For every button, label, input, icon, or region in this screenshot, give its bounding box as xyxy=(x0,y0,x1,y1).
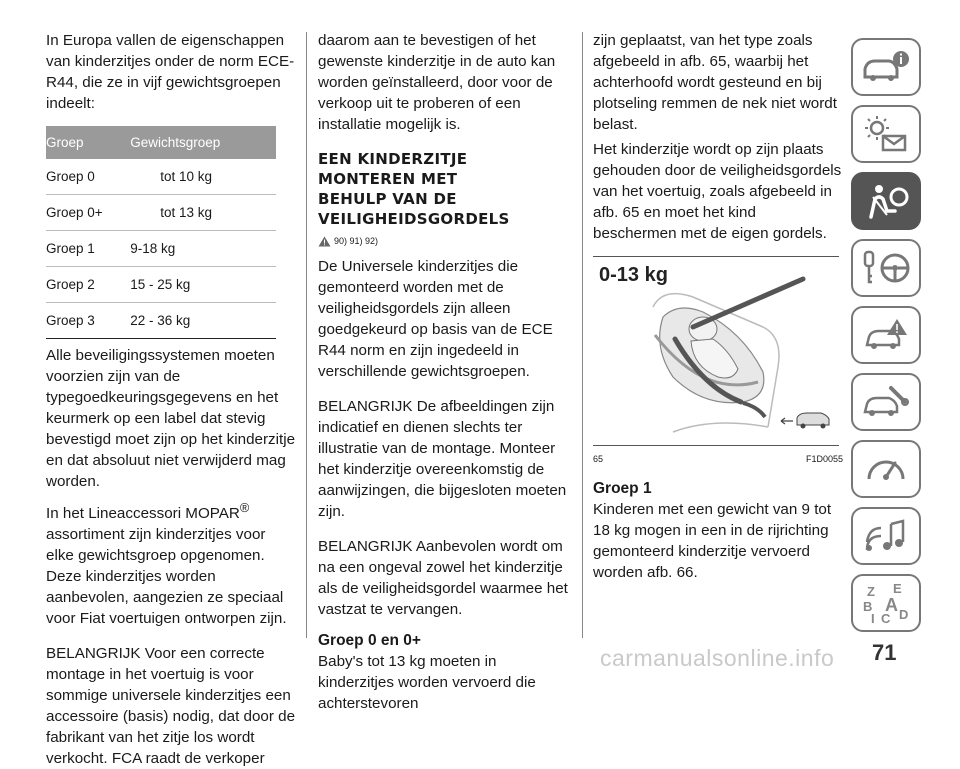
section-title-line: BEHULP VAN DE xyxy=(318,190,457,208)
tab-emergency[interactable] xyxy=(851,306,921,364)
table-cell: 15 - 25 kg xyxy=(130,267,276,303)
tab-dashboard-lights[interactable] xyxy=(851,105,921,163)
tab-technical-data[interactable] xyxy=(851,440,921,498)
important-note: BELANGRIJK Voor een correcte montage in het voertuig is voor sommige universele kinderzitjes een accessoire (basis) nodig, dat door de fabrikant van het zitje los wordt verkocht. FCA raadt de verkoper xyxy=(46,645,296,768)
table-cell: Groep 0 xyxy=(46,159,130,195)
svg-text:Z: Z xyxy=(867,584,875,599)
tab-maintenance[interactable] xyxy=(851,373,921,431)
subheading-groep-1: Groep 1 xyxy=(593,480,652,497)
index-letters-icon xyxy=(859,581,913,625)
airbag-safety-icon xyxy=(861,181,911,221)
gauge-icon xyxy=(861,449,911,489)
figure-weight-label: 0-13 kg xyxy=(599,264,668,286)
paragraph: daarom aan te bevestigen of het gewenste kinderzitje in de auto kan worden geïnstalleerd, door voor de verkoop uit te proberen of een installatie mogelijk is. xyxy=(318,32,556,133)
column-middle xyxy=(318,30,573,714)
multimedia-icon xyxy=(861,516,911,556)
paragraph: Het kinderzitje wordt op zijn plaats gehouden door de veiligheidsgordels van het voertuig, zoals afgebeeld in afb. 65 en moet het kind beschermen met de eigen gordels. xyxy=(593,141,842,242)
table-row xyxy=(46,195,276,231)
paragraph-text: In het Lineaccessori MOPAR xyxy=(46,505,240,523)
chapter-tabs xyxy=(851,38,921,641)
tab-index[interactable] xyxy=(851,574,921,632)
table-cell: tot 10 kg xyxy=(130,159,276,195)
registered-mark: ® xyxy=(239,501,250,515)
table-cell: Groep 2 xyxy=(46,267,130,303)
svg-text:B: B xyxy=(863,599,873,614)
wrench-car-icon xyxy=(861,382,911,422)
table-cell: 9-18 kg xyxy=(130,231,276,267)
paragraph: Alle beveiligingssystemen moeten voorzien zijn van de typegoedkeuringsgegevens en het keurmerk op een label dat stevig bevestigd moet zijn op het kinderzitje en dat absoluut niet verwijderd mag worden. xyxy=(46,347,296,490)
warning-references xyxy=(318,231,573,252)
key-steering-icon xyxy=(859,248,913,288)
figure-65 xyxy=(593,256,839,446)
table-row xyxy=(46,159,276,195)
paragraph: De Universele kinderzitjes die gemonteerd worden met de veiligheidsgordels zijn alleen goedgekeurd op basis van de ECE R44 norm en zijn ingedeeld in verschillende gewichtsgroepen. xyxy=(318,258,553,380)
column-left xyxy=(46,30,296,769)
table-row xyxy=(46,303,276,339)
important-note: BELANGRIJK De afbeeldingen zijn indicatief en dienen slechts ter illustratie van de montage. Monteer het kinderzitje overeenkomstig de aanwijzingen, die bijgesloten moeten zijn. xyxy=(318,398,567,520)
column-divider xyxy=(306,32,307,638)
table-row xyxy=(46,231,276,267)
intro-text: In Europa vallen de eigenschappen van kinderzitjes onder de norm ECE-R44, die ze in vijf gewichtsgroepen indeelt: xyxy=(46,32,295,112)
car-info-icon xyxy=(861,49,911,85)
svg-text:A: A xyxy=(885,595,898,615)
figure-caption xyxy=(593,449,843,470)
table-row xyxy=(46,267,276,303)
svg-text:D: D xyxy=(899,607,909,622)
table-cell: Groep 1 xyxy=(46,231,130,267)
svg-text:E: E xyxy=(893,581,902,596)
table-header-gewichtsgroep: Gewichtsgroep xyxy=(130,126,276,159)
watermark: carmanualsonline.info xyxy=(600,645,835,671)
page-number: 71 xyxy=(872,640,897,665)
paragraph: zijn geplaatst, van het type zoals afgebeeld in afb. 65, waarbij het achterhoofd wordt gesteund en bij plotseling remmen de nek niet wordt belast. xyxy=(593,32,837,133)
paragraph xyxy=(46,498,296,629)
table-cell: Groep 0+ xyxy=(46,195,130,231)
figure-number: 65 xyxy=(593,454,604,464)
svg-text:C: C xyxy=(881,611,891,625)
column-divider xyxy=(582,32,583,638)
tab-multimedia[interactable] xyxy=(851,507,921,565)
tab-safety[interactable] xyxy=(851,172,921,230)
warning-ref-text: 90) 91) 92) xyxy=(334,236,379,246)
warning-triangle-icon xyxy=(861,315,911,355)
svg-text:I: I xyxy=(871,611,875,625)
section-title-line: MONTEREN MET xyxy=(318,170,458,188)
important-note: BELANGRIJK Aanbevolen wordt om na een ongeval zowel het kinderzitje als de veiligheidsgordel waarmee het vastzat te vervangen. xyxy=(318,538,568,618)
section-title-line: EEN KINDERZITJE xyxy=(318,150,468,168)
section-title-line: VEILIGHEIDSGORDELS xyxy=(318,210,510,228)
table-header-groep: Groep xyxy=(46,126,130,159)
paragraph-text: assortiment zijn kinderzitjes voor elke gewichtsgroep opgenomen. Deze kinderzitjes worden aanbevolen, aangezien ze speciaal voor Fiat voertuigen ontworpen zijn. xyxy=(46,526,287,628)
table-cell: 22 - 36 kg xyxy=(130,303,276,339)
column-right xyxy=(593,30,843,583)
figure-code: F1D0055 xyxy=(805,454,843,464)
paragraph: Baby's tot 13 kg moeten in kinderzitjes worden vervoerd die achterstevoren xyxy=(318,653,536,712)
paragraph: Kinderen met een gewicht van 9 tot 18 kg mogen in een in de rijrichting gemonteerd kinderzitje vervoerd worden afb. 66. xyxy=(593,501,832,581)
subheading-groep-0: Groep 0 en 0+ xyxy=(318,632,421,649)
dashboard-lights-icon xyxy=(861,114,911,154)
section-title xyxy=(318,149,573,229)
tab-car-info[interactable] xyxy=(851,38,921,96)
child-seat-illustration xyxy=(593,257,839,445)
weight-group-table xyxy=(46,126,276,339)
table-header-row xyxy=(46,126,276,159)
table-cell: Groep 3 xyxy=(46,303,130,339)
table-cell: tot 13 kg xyxy=(130,195,276,231)
warning-triangle-icon xyxy=(318,236,331,247)
tab-start-drive[interactable] xyxy=(851,239,921,297)
